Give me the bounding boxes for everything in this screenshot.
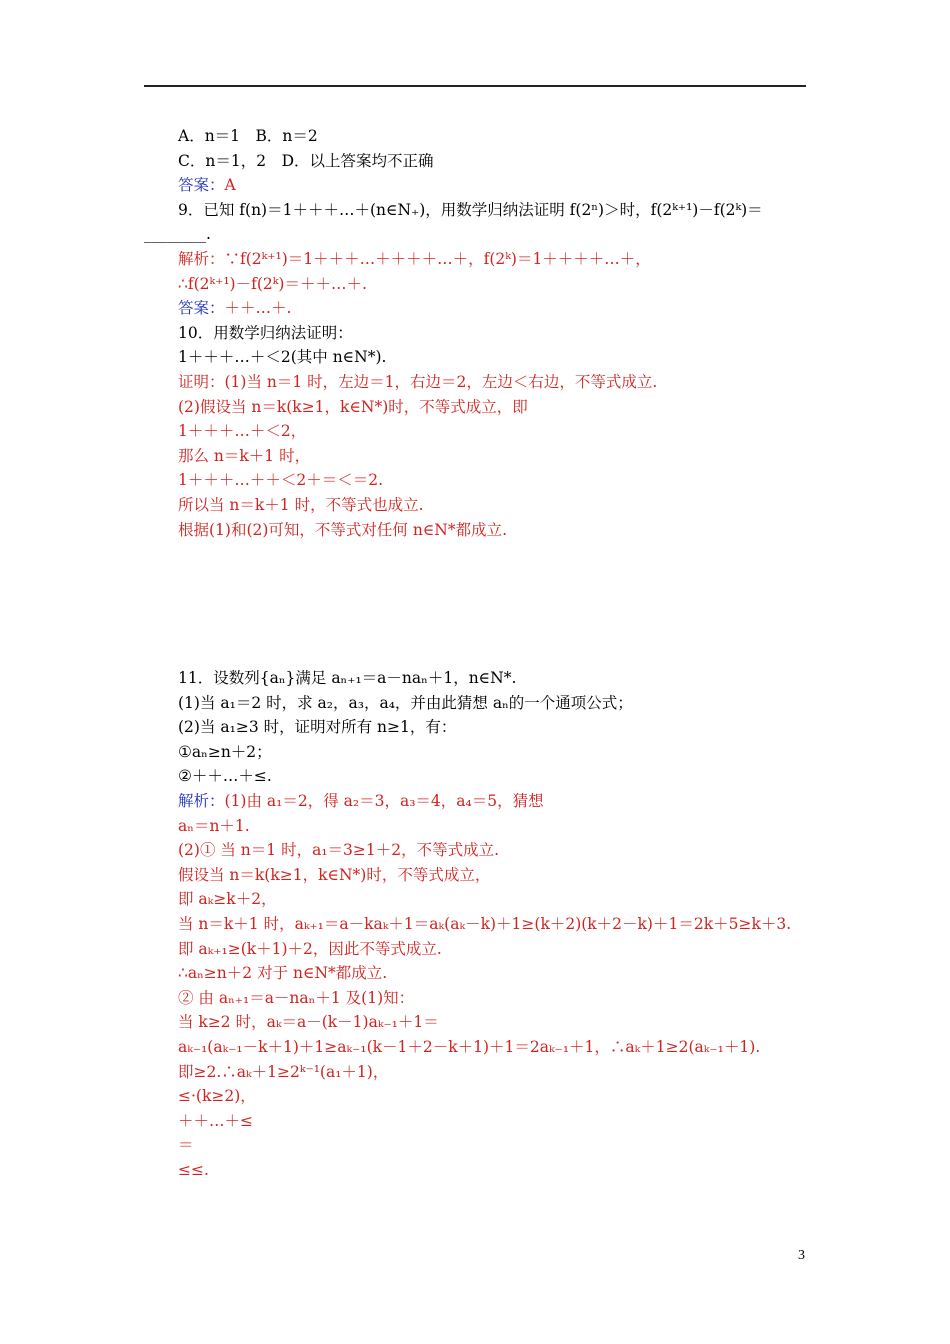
text-line: ＋＋…＋≤ [178, 1111, 253, 1130]
text-line: ∴f(2ᵏ⁺¹)－f(2ᵏ)＝＋＋…＋. [178, 274, 367, 293]
text-line: 那么 n＝k＋1 时， [178, 446, 311, 465]
text-line: C．n＝1，2 D．以上答案均不正确 [178, 151, 434, 170]
text-line: ② 由 aₙ₊₁＝a－naₙ＋1 及(1)知： [178, 988, 415, 1007]
answer-label: 解析： [178, 792, 225, 811]
text-line: 即 aₖ≥k＋2， [178, 890, 277, 909]
header-rule [144, 85, 806, 87]
text-line [178, 173, 818, 198]
text-line: ≤·(k≥2)， [178, 1087, 256, 1106]
text-line: ≤≤. [178, 1160, 209, 1179]
text-line: (2)① 当 n＝1 时，a₁＝3≥1＋2，不等式成立. [178, 841, 500, 860]
text-line: 根据(1)和(2)可知，不等式对任何 n∈N*都成立. [178, 520, 508, 539]
text-line: 即≥2.∴aₖ＋1≥2ᵏ⁻¹(a₁＋1)， [178, 1062, 389, 1081]
text-line: 当 k≥2 时，aₖ＝a－(k－1)aₖ₋₁＋1＝ [178, 1013, 439, 1032]
text-line [178, 296, 818, 321]
text-line: (1)当 a₁＝2 时，求 a₂，a₃，a₄，并由此猜想 aₙ的一个通项公式； [178, 693, 633, 712]
text-line: 当 n＝k＋1 时，aₖ₊₁＝a－kaₖ＋1＝aₖ(aₖ－k)＋1≥(k＋2)(k＋2－k)＋1＝2k＋5≥k＋3. [178, 915, 792, 934]
text-line: 1＋＋＋…＋＜2， [178, 422, 307, 441]
text-line: aₖ₋₁(aₖ₋₁－k＋1)＋1≥aₖ₋₁(k－1＋2－k＋1)＋1＝2aₖ₋₁＋1，∴aₖ＋1≥2(aₖ₋₁＋1). [178, 1038, 761, 1056]
text-line: 1＋＋＋…＋＜2(其中 n∈N*). [178, 348, 387, 367]
text-line: 假设当 n＝k(k≥1，k∈N*)时，不等式成立， [178, 865, 491, 884]
text-line: ∴aₙ≥n＋2 对于 n∈N*都成立. [178, 964, 388, 983]
text-line: (2)假设当 n＝k(k≥1，k∈N*)时，不等式成立，即 [178, 397, 528, 416]
answer-label: 答案： [178, 176, 225, 195]
page-content [144, 124, 818, 1183]
text-line: 9．已知 f(n)＝1＋＋＋…＋(n∈N₊)，用数学归纳法证明 f(2ⁿ)＞时，f(2ᵏ⁺¹)－f(2ᵏ)＝ [178, 200, 763, 219]
text-line: 解析：∵f(2ᵏ⁺¹)＝1＋＋＋…＋＋＋＋…＋，f(2ᵏ)＝1＋＋＋＋…＋， [178, 249, 651, 268]
answer-content: A [224, 176, 236, 195]
text-line: 1＋＋＋…＋＋＜2＋＝＜＝2. [178, 471, 384, 490]
bottom-block [178, 666, 818, 1182]
text-line: ________. [144, 225, 211, 244]
text-line: A．n＝1 B．n＝2 [178, 127, 318, 145]
top-block [144, 124, 818, 542]
text-line: 即 aₖ₊₁≥(k＋1)＋2，因此不等式成立. [178, 939, 442, 958]
text-line: ②＋＋…＋≤. [178, 767, 272, 786]
text-line: 10．用数学归纳法证明： [178, 323, 353, 342]
text-line: ①aₙ≥n＋2； [178, 742, 272, 761]
text-line: ＝ [178, 1136, 194, 1155]
page-number: 3 [798, 1248, 805, 1263]
text-line: (2)当 a₁≥3 时，证明对所有 n≥1，有： [178, 718, 457, 737]
answer-content: ＋＋…＋. [224, 299, 292, 318]
text-line: 所以当 n＝k＋1 时，不等式也成立. [178, 495, 424, 514]
text-line: 11．设数列{aₙ}满足 aₙ₊₁＝a－naₙ＋1，n∈N*. [178, 669, 517, 688]
answer-content: (1)由 a₁＝2，得 a₂＝3，a₃＝4，a₄＝5，猜想 [224, 792, 544, 811]
text-line [178, 789, 818, 814]
text-line: 证明：(1)当 n＝1 时，左边＝1，右边＝2，左边＜右边，不等式成立. [178, 372, 658, 391]
answer-label: 答案： [178, 299, 225, 318]
text-line: aₙ＝n＋1. [178, 816, 250, 835]
blank-gap [178, 542, 818, 666]
